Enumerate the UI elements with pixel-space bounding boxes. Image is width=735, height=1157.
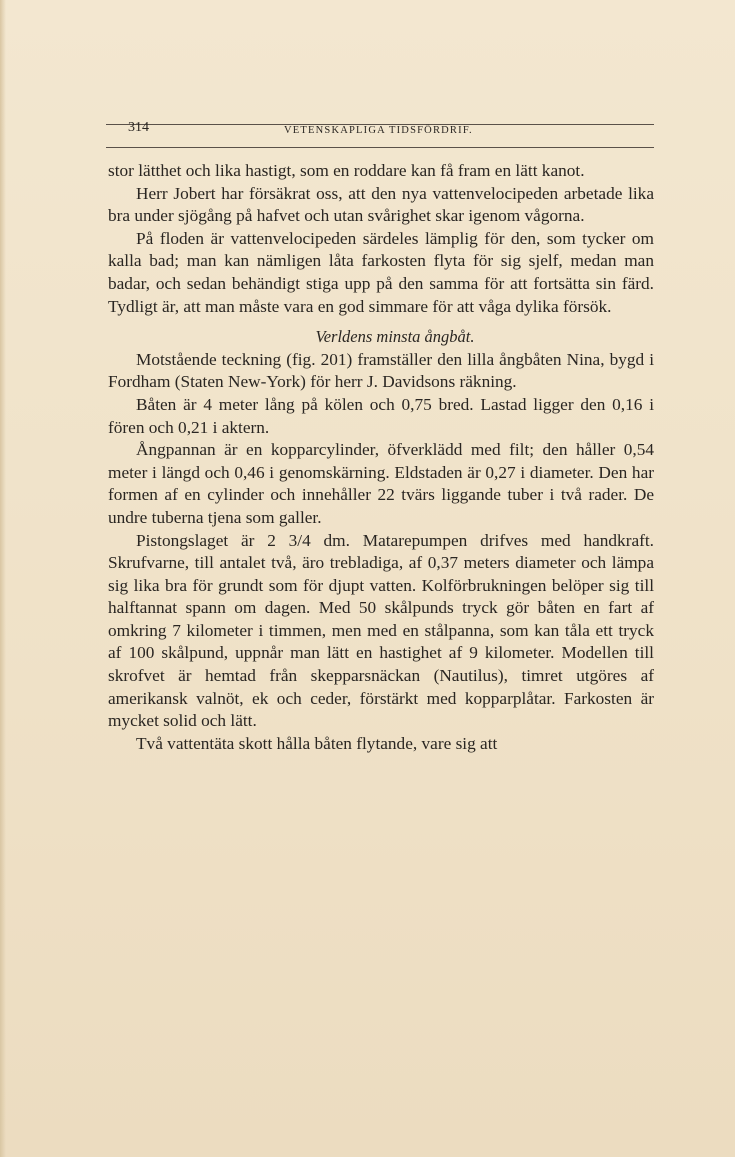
- section-title: Verldens minsta ångbåt.: [315, 327, 475, 347]
- paragraph: Motstående teckning (fig. 201) framställer den lilla ångbåten Nina, bygd i Fordham (Staten New-York) för herr J. Davidsons räkning.: [108, 349, 654, 392]
- paragraph: Ångpannan är en kopparcylinder, öfverklädd med filt; den håller 0,54 meter i längd och 0,46 i genomskärning. Eldstaden är 0,27 i diameter. Den har formen af en cylinder och innehåller 22 tvärs liggande tuber i två rader. De undre tuberna tjena som galler.: [108, 440, 654, 527]
- page-header: [106, 118, 654, 148]
- body-text: [108, 160, 654, 755]
- paragraph: På floden är vattenvelocipeden särdeles lämplig för den, som tycker om kalla bad; man kan nämligen låta farkosten flyta för sig sjelf, medan man badar, och sedan behändigt stiga upp på den samma för att fortsätta sin färd. Tydligt är, att man måste vara en god simmare för att våga dylika försök.: [108, 228, 654, 316]
- running-title: VETENSKAPLIGA TIDSFÖRDRIF.: [284, 125, 473, 136]
- paragraph: Pistongslaget är 2 3/4 dm. Matarepumpen drifves med handkraft. Skrufvarne, till antalet två, äro trebladiga, af 0,37 meters diameter och lämpa sig lika bra för grundt som för djupt vatten. Kolförbrukningen belöper sig till halftannat spann om dagen. Med 50 skålpunds tryck gör båten en fart af omkring 7 kilometer i timmen, men med en stålpanna, som kan tåla ett tryck af 100 skålpund, uppnår man lätt en hastighet af 9 kilometer. Modellen till skrofvet är hemtad från skepparsnäckan (Nautilus), timret utgöres af amerikansk valnöt, ek och ceder, förstärkt med kopparplåtar. Farkosten är mycket solid och lätt.: [108, 530, 654, 731]
- spacer: [108, 318, 654, 326]
- paragraph: Herr Jobert har försäkrat oss, att den nya vattenvelocipeden arbetade lika bra under sjögång på hafvet och utan svårighet skar igenom vågorna.: [108, 183, 654, 226]
- paragraph: stor lätthet och lika hastigt, som en roddare kan få fram en lätt kanot.: [108, 161, 585, 180]
- header-rule-bottom: [106, 147, 654, 148]
- paragraph: Båten är 4 meter lång på kölen och 0,75 bred. Lastad ligger den 0,16 i fören och 0,21 i aktern.: [108, 394, 654, 437]
- paragraph: Två vattentäta skott hålla båten flytande, vare sig att: [136, 733, 498, 753]
- page-number: 314: [128, 120, 149, 135]
